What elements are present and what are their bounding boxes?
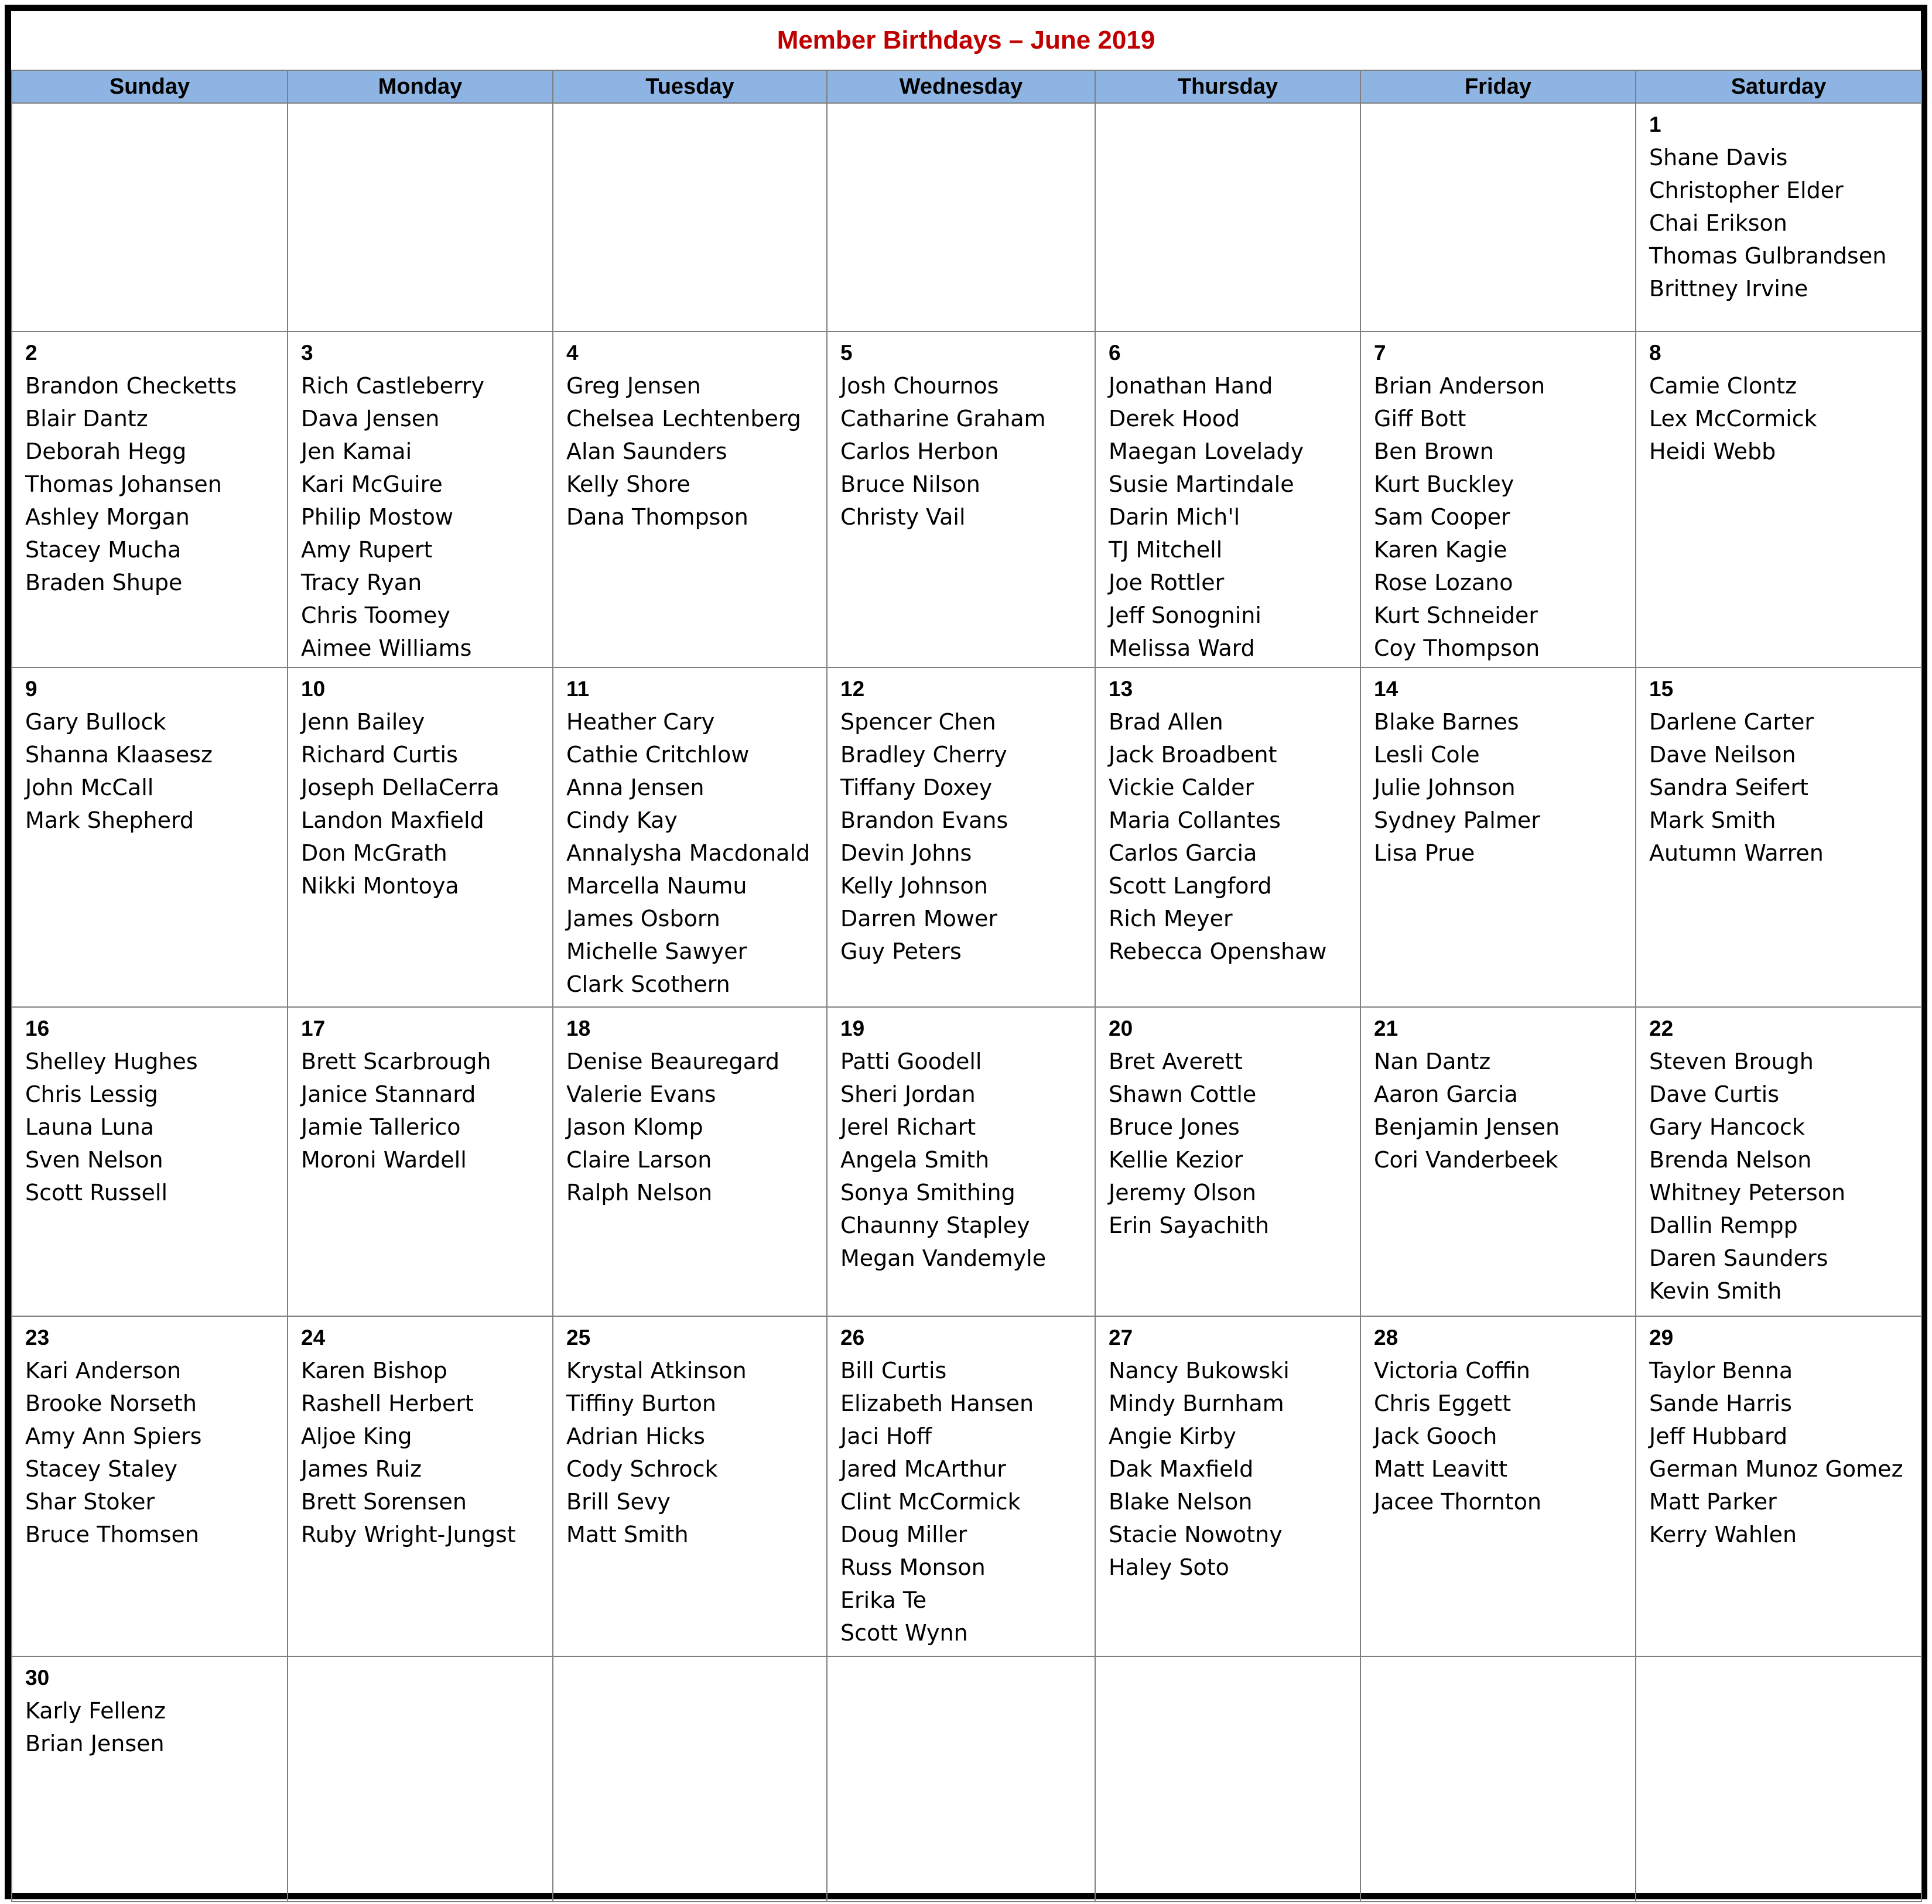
member-name: Aimee Williams bbox=[301, 635, 472, 661]
member-name: Brad Allen bbox=[1109, 709, 1223, 735]
member-name: Giff Bott bbox=[1374, 406, 1466, 432]
member-name: Bruce Nilson bbox=[840, 471, 980, 497]
member-name: Benjamin Jensen bbox=[1374, 1114, 1560, 1140]
member-name: Carlos Garcia bbox=[1109, 840, 1257, 866]
member-name: Chris Toomey bbox=[301, 602, 450, 628]
member-name: Erika Te bbox=[840, 1587, 927, 1613]
day-cell bbox=[288, 667, 553, 1007]
day-number: 19 bbox=[840, 1016, 865, 1040]
day-cell bbox=[1095, 331, 1360, 667]
member-name: Aljoe King bbox=[301, 1423, 412, 1449]
week-row bbox=[12, 1316, 1921, 1656]
day-cell bbox=[12, 1316, 288, 1656]
week-row bbox=[12, 103, 1921, 331]
empty-day-cell bbox=[12, 103, 288, 331]
member-name: Joseph DellaCerra bbox=[301, 775, 500, 800]
member-name: Tiffany Doxey bbox=[840, 775, 993, 800]
member-name: Michelle Sawyer bbox=[566, 939, 747, 964]
member-name: Jaci Hoff bbox=[840, 1423, 932, 1449]
empty-day-cell bbox=[1360, 1656, 1636, 1902]
member-name: Autumn Warren bbox=[1649, 840, 1824, 866]
member-name: Karly Fellenz bbox=[25, 1698, 166, 1724]
day-number: 11 bbox=[566, 677, 590, 701]
member-name: Whitney Peterson bbox=[1649, 1180, 1846, 1206]
member-name: Brett Scarbrough bbox=[301, 1049, 491, 1074]
member-name: Brian Jensen bbox=[25, 1731, 165, 1756]
member-name: Jamie Tallerico bbox=[301, 1114, 461, 1140]
member-name: Sande Harris bbox=[1649, 1391, 1792, 1416]
calendar-title: Member Birthdays – June 2019 bbox=[777, 26, 1155, 54]
member-name: Matt Smith bbox=[566, 1522, 689, 1547]
member-name: Adrian Hicks bbox=[566, 1423, 705, 1449]
member-name: Heidi Webb bbox=[1649, 439, 1776, 464]
member-name: Brett Sorensen bbox=[301, 1489, 467, 1515]
day-cell bbox=[1095, 667, 1360, 1007]
member-name: Maria Collantes bbox=[1109, 807, 1281, 833]
day-number: 15 bbox=[1649, 677, 1674, 701]
member-name: Karen Bishop bbox=[301, 1358, 447, 1384]
member-name: TJ Mitchell bbox=[1109, 537, 1223, 563]
member-name: Victoria Coffin bbox=[1374, 1358, 1530, 1384]
member-name: Mark Shepherd bbox=[25, 807, 194, 833]
member-name: Sandra Seifert bbox=[1649, 775, 1808, 800]
week-row bbox=[12, 1656, 1921, 1902]
member-name: Melissa Ward bbox=[1109, 635, 1255, 661]
member-name: Dave Neilson bbox=[1649, 742, 1796, 768]
member-name: Ruby Wright-Jungst bbox=[301, 1522, 516, 1547]
day-cell bbox=[553, 1007, 827, 1316]
weekday-header-row bbox=[12, 70, 1921, 103]
member-name: Scott Langford bbox=[1109, 873, 1272, 899]
member-name: Mindy Burnham bbox=[1109, 1391, 1284, 1416]
member-name: Heather Cary bbox=[566, 709, 715, 735]
day-cell bbox=[553, 331, 827, 667]
member-name: Blake Nelson bbox=[1109, 1489, 1253, 1515]
day-number: 6 bbox=[1109, 341, 1121, 365]
member-name: Shanna Klaasesz bbox=[25, 742, 213, 768]
day-cell bbox=[288, 1007, 553, 1316]
day-cell bbox=[1636, 667, 1921, 1007]
member-name: Clark Scothern bbox=[566, 971, 730, 997]
day-cell bbox=[827, 1007, 1095, 1316]
member-name: Claire Larson bbox=[566, 1147, 712, 1173]
member-name: Angie Kirby bbox=[1109, 1423, 1236, 1449]
day-number: 7 bbox=[1374, 341, 1386, 365]
day-cell bbox=[1095, 1316, 1360, 1656]
member-name: Braden Shupe bbox=[25, 570, 183, 595]
member-name: Gary Bullock bbox=[25, 709, 166, 735]
empty-day-cell bbox=[827, 103, 1095, 331]
member-name: Aaron Garcia bbox=[1374, 1081, 1518, 1107]
member-name: Marcella Naumu bbox=[566, 873, 747, 899]
member-name: Sonya Smithing bbox=[840, 1180, 1015, 1206]
member-name: Brenda Nelson bbox=[1649, 1147, 1812, 1173]
member-name: Jack Broadbent bbox=[1109, 742, 1277, 768]
member-name: Jeff Sonognini bbox=[1109, 602, 1261, 628]
empty-day-cell bbox=[827, 1656, 1095, 1902]
day-number: 3 bbox=[301, 341, 313, 365]
member-name: Stacie Nowotny bbox=[1109, 1522, 1283, 1547]
member-name: Jason Klomp bbox=[566, 1114, 703, 1140]
member-name: Tracy Ryan bbox=[301, 570, 422, 595]
member-name: Dave Curtis bbox=[1649, 1081, 1779, 1107]
member-name: Kari McGuire bbox=[301, 471, 443, 497]
day-number: 13 bbox=[1109, 677, 1133, 701]
member-name: Amy Rupert bbox=[301, 537, 433, 563]
member-name: Christopher Elder bbox=[1649, 177, 1844, 203]
member-name: German Munoz Gomez bbox=[1649, 1456, 1903, 1482]
empty-day-cell bbox=[1636, 1656, 1921, 1902]
member-name: Cori Vanderbeek bbox=[1374, 1147, 1558, 1173]
calendar-frame bbox=[5, 5, 1927, 1899]
day-number: 14 bbox=[1374, 677, 1398, 701]
member-name: Nikki Montoya bbox=[301, 873, 459, 899]
member-name: Maegan Lovelady bbox=[1109, 439, 1304, 464]
empty-day-cell bbox=[288, 103, 553, 331]
day-number: 2 bbox=[25, 341, 37, 365]
member-name: Dava Jensen bbox=[301, 406, 440, 432]
week-row bbox=[12, 667, 1921, 1007]
member-name: Kerry Wahlen bbox=[1649, 1522, 1797, 1547]
member-name: Chris Lessig bbox=[25, 1081, 158, 1107]
member-name: Launa Luna bbox=[25, 1114, 154, 1140]
empty-day-cell bbox=[553, 1656, 827, 1902]
day-number: 23 bbox=[25, 1326, 50, 1350]
day-cell bbox=[553, 667, 827, 1007]
member-name: Rich Castleberry bbox=[301, 373, 485, 399]
member-name: Shane Davis bbox=[1649, 145, 1788, 170]
member-name: James Ruiz bbox=[301, 1456, 422, 1482]
day-number: 17 bbox=[301, 1016, 326, 1040]
member-name: Brittney Irvine bbox=[1649, 276, 1808, 302]
member-name: Jeremy Olson bbox=[1109, 1180, 1256, 1206]
member-name: Thomas Johansen bbox=[25, 471, 222, 497]
day-cell bbox=[1636, 103, 1921, 331]
day-cell bbox=[288, 1316, 553, 1656]
member-name: Landon Maxfield bbox=[301, 807, 484, 833]
member-name: Cathie Critchlow bbox=[566, 742, 750, 768]
member-name: Jeff Hubbard bbox=[1649, 1423, 1788, 1449]
member-name: Rebecca Openshaw bbox=[1109, 939, 1327, 964]
empty-day-cell bbox=[1360, 103, 1636, 331]
member-name: Jonathan Hand bbox=[1109, 373, 1273, 399]
week-row bbox=[12, 331, 1921, 667]
day-number: 10 bbox=[301, 677, 326, 701]
member-name: Deborah Hegg bbox=[25, 439, 187, 464]
member-name: Gary Hancock bbox=[1649, 1114, 1805, 1140]
member-name: Josh Chournos bbox=[840, 373, 999, 399]
member-name: Moroni Wardell bbox=[301, 1147, 467, 1173]
member-name: Ralph Nelson bbox=[566, 1180, 713, 1206]
member-name: Erin Sayachith bbox=[1109, 1213, 1270, 1238]
member-name: Doug Miller bbox=[840, 1522, 967, 1547]
member-name: Karen Kagie bbox=[1374, 537, 1507, 563]
member-name: Tiffiny Burton bbox=[566, 1391, 716, 1416]
member-name: Julie Johnson bbox=[1374, 775, 1516, 800]
member-name: Bill Curtis bbox=[840, 1358, 947, 1384]
member-name: Joe Rottler bbox=[1109, 570, 1225, 595]
member-name: Richard Curtis bbox=[301, 742, 458, 768]
member-name: Dak Maxfield bbox=[1109, 1456, 1254, 1482]
member-name: Jack Gooch bbox=[1374, 1423, 1497, 1449]
member-name: Kellie Kezior bbox=[1109, 1147, 1243, 1173]
member-name: Bradley Cherry bbox=[840, 742, 1007, 768]
member-name: Lisa Prue bbox=[1374, 840, 1475, 866]
member-name: Clint McCormick bbox=[840, 1489, 1021, 1515]
member-name: Steven Brough bbox=[1649, 1049, 1814, 1074]
member-name: Vickie Calder bbox=[1109, 775, 1254, 800]
day-cell bbox=[553, 1316, 827, 1656]
member-name: Dallin Rempp bbox=[1649, 1213, 1798, 1238]
member-name: Jerel Richart bbox=[840, 1114, 976, 1140]
member-name: Coy Thompson bbox=[1374, 635, 1540, 661]
day-number: 18 bbox=[566, 1016, 591, 1040]
member-name: Philip Mostow bbox=[301, 504, 453, 530]
day-cell bbox=[1636, 331, 1921, 667]
day-number: 22 bbox=[1649, 1016, 1674, 1040]
empty-day-cell bbox=[288, 1656, 553, 1902]
day-cell bbox=[12, 331, 288, 667]
member-name: Rose Lozano bbox=[1374, 570, 1513, 595]
member-name: Jenn Bailey bbox=[301, 709, 425, 735]
member-name: Nan Dantz bbox=[1374, 1049, 1491, 1074]
day-number: 25 bbox=[566, 1326, 591, 1350]
empty-day-cell bbox=[553, 103, 827, 331]
member-name: Sam Cooper bbox=[1374, 504, 1510, 530]
day-number: 28 bbox=[1374, 1326, 1398, 1350]
member-name: Darin Mich'l bbox=[1109, 504, 1240, 530]
member-name: Annalysha Macdonald bbox=[566, 840, 811, 866]
member-name: Brooke Norseth bbox=[25, 1391, 197, 1416]
weekday-sunday: Sunday bbox=[12, 70, 288, 103]
empty-day-cell bbox=[1095, 1656, 1360, 1902]
member-name: Dana Thompson bbox=[566, 504, 748, 530]
member-name: Ben Brown bbox=[1374, 439, 1494, 464]
day-cell bbox=[1360, 331, 1636, 667]
member-name: Kurt Buckley bbox=[1374, 471, 1514, 497]
day-number: 29 bbox=[1649, 1326, 1674, 1350]
member-name: Janice Stannard bbox=[301, 1081, 476, 1107]
member-name: Kelly Johnson bbox=[840, 873, 988, 899]
member-name: Darlene Carter bbox=[1649, 709, 1814, 735]
member-name: Blair Dantz bbox=[25, 406, 148, 432]
weekday-thursday: Thursday bbox=[1095, 70, 1360, 103]
member-name: Megan Vandemyle bbox=[840, 1245, 1047, 1271]
member-name: Russ Monson bbox=[840, 1554, 986, 1580]
day-number: 16 bbox=[25, 1016, 50, 1040]
member-name: Stacey Staley bbox=[25, 1456, 177, 1482]
member-name: Alan Saunders bbox=[566, 439, 727, 464]
member-name: Cindy Kay bbox=[566, 807, 678, 833]
member-name: Jen Kamai bbox=[301, 439, 412, 464]
weekday-saturday: Saturday bbox=[1636, 70, 1921, 103]
member-name: Anna Jensen bbox=[566, 775, 705, 800]
day-number: 27 bbox=[1109, 1326, 1133, 1350]
member-name: Amy Ann Spiers bbox=[25, 1423, 202, 1449]
member-name: Brandon Evans bbox=[840, 807, 1008, 833]
member-name: Lex McCormick bbox=[1649, 406, 1817, 432]
day-number: 9 bbox=[25, 677, 37, 701]
day-cell bbox=[1360, 1316, 1636, 1656]
day-cell bbox=[12, 1007, 288, 1316]
member-name: Nancy Bukowski bbox=[1109, 1358, 1290, 1384]
weekday-friday: Friday bbox=[1360, 70, 1636, 103]
member-name: Ashley Morgan bbox=[25, 504, 190, 530]
day-cell bbox=[1636, 1316, 1921, 1656]
day-cell bbox=[12, 667, 288, 1007]
day-cell bbox=[1360, 1007, 1636, 1316]
member-name: Brill Sevy bbox=[566, 1489, 671, 1515]
member-name: Derek Hood bbox=[1109, 406, 1240, 432]
member-name: Lesli Cole bbox=[1374, 742, 1480, 768]
member-name: Angela Smith bbox=[840, 1147, 990, 1173]
member-name: Devin Johns bbox=[840, 840, 972, 866]
weekday-monday: Monday bbox=[288, 70, 553, 103]
member-name: Shar Stoker bbox=[25, 1489, 155, 1515]
member-name: Shawn Cottle bbox=[1109, 1081, 1257, 1107]
day-cell bbox=[1095, 1007, 1360, 1316]
member-name: Sheri Jordan bbox=[840, 1081, 976, 1107]
member-name: Scott Russell bbox=[25, 1180, 168, 1206]
member-name: Taylor Benna bbox=[1649, 1358, 1793, 1384]
day-number: 30 bbox=[25, 1666, 50, 1690]
day-cell bbox=[1360, 667, 1636, 1007]
empty-day-cell bbox=[1095, 103, 1360, 331]
member-name: Darren Mower bbox=[840, 906, 997, 932]
member-name: Valerie Evans bbox=[566, 1081, 716, 1107]
member-name: James Osborn bbox=[566, 906, 720, 932]
member-name: Kurt Schneider bbox=[1374, 602, 1538, 628]
day-number: 24 bbox=[301, 1326, 326, 1350]
member-name: Brandon Checketts bbox=[25, 373, 237, 399]
week-row bbox=[12, 1007, 1921, 1316]
member-name: Matt Parker bbox=[1649, 1489, 1777, 1515]
day-number: 1 bbox=[1649, 112, 1661, 136]
member-name: Mark Smith bbox=[1649, 807, 1776, 833]
member-name: Cody Schrock bbox=[566, 1456, 718, 1482]
member-name: Elizabeth Hansen bbox=[840, 1391, 1034, 1416]
member-name: Christy Vail bbox=[840, 504, 966, 530]
day-cell bbox=[12, 1656, 288, 1902]
member-name: John McCall bbox=[25, 775, 154, 800]
member-name: Bruce Thomsen bbox=[25, 1522, 199, 1547]
member-name: Shelley Hughes bbox=[25, 1049, 198, 1074]
member-name: Chai Erikson bbox=[1649, 210, 1787, 236]
member-name: Sven Nelson bbox=[25, 1147, 163, 1173]
member-name: Jared McArthur bbox=[840, 1456, 1006, 1482]
day-number: 21 bbox=[1374, 1016, 1398, 1040]
member-name: Jacee Thornton bbox=[1374, 1489, 1542, 1515]
member-name: Bruce Jones bbox=[1109, 1114, 1240, 1140]
day-number: 4 bbox=[566, 341, 579, 365]
day-cell bbox=[288, 331, 553, 667]
member-name: Susie Martindale bbox=[1109, 471, 1294, 497]
member-name: Haley Soto bbox=[1109, 1554, 1229, 1580]
member-name: Patti Goodell bbox=[840, 1049, 982, 1074]
member-name: Bret Averett bbox=[1109, 1049, 1243, 1074]
member-name: Chris Eggett bbox=[1374, 1391, 1512, 1416]
day-cell bbox=[1636, 1007, 1921, 1316]
member-name: Brian Anderson bbox=[1374, 373, 1545, 399]
member-name: Rich Meyer bbox=[1109, 906, 1233, 932]
member-name: Matt Leavitt bbox=[1374, 1456, 1507, 1482]
member-name: Krystal Atkinson bbox=[566, 1358, 747, 1384]
member-name: Kevin Smith bbox=[1649, 1278, 1782, 1304]
member-name: Stacey Mucha bbox=[25, 537, 182, 563]
member-name: Kelly Shore bbox=[566, 471, 690, 497]
member-name: Daren Saunders bbox=[1649, 1245, 1828, 1271]
calendar-grid bbox=[11, 70, 1922, 1902]
day-number: 12 bbox=[840, 677, 865, 701]
member-name: Spencer Chen bbox=[840, 709, 996, 735]
member-name: Denise Beauregard bbox=[566, 1049, 780, 1074]
day-number: 26 bbox=[840, 1326, 865, 1350]
member-name: Camie Clontz bbox=[1649, 373, 1797, 399]
member-name: Thomas Gulbrandsen bbox=[1649, 243, 1887, 269]
member-name: Guy Peters bbox=[840, 939, 962, 964]
member-name: Kari Anderson bbox=[25, 1358, 182, 1384]
weekday-tuesday: Tuesday bbox=[553, 70, 827, 103]
day-cell bbox=[827, 1316, 1095, 1656]
day-number: 20 bbox=[1109, 1016, 1133, 1040]
member-name: Chaunny Stapley bbox=[840, 1213, 1030, 1238]
weekday-wednesday: Wednesday bbox=[827, 70, 1095, 103]
member-name: Don McGrath bbox=[301, 840, 447, 866]
day-number: 5 bbox=[840, 341, 853, 365]
day-cell bbox=[827, 667, 1095, 1007]
member-name: Chelsea Lechtenberg bbox=[566, 406, 801, 432]
member-name: Carlos Herbon bbox=[840, 439, 999, 464]
member-name: Catharine Graham bbox=[840, 406, 1046, 432]
member-name: Scott Wynn bbox=[840, 1620, 968, 1646]
day-number: 8 bbox=[1649, 341, 1661, 365]
member-name: Sydney Palmer bbox=[1374, 807, 1540, 833]
day-cell bbox=[827, 331, 1095, 667]
member-name: Rashell Herbert bbox=[301, 1391, 474, 1416]
member-name: Greg Jensen bbox=[566, 373, 701, 399]
member-name: Blake Barnes bbox=[1374, 709, 1519, 735]
